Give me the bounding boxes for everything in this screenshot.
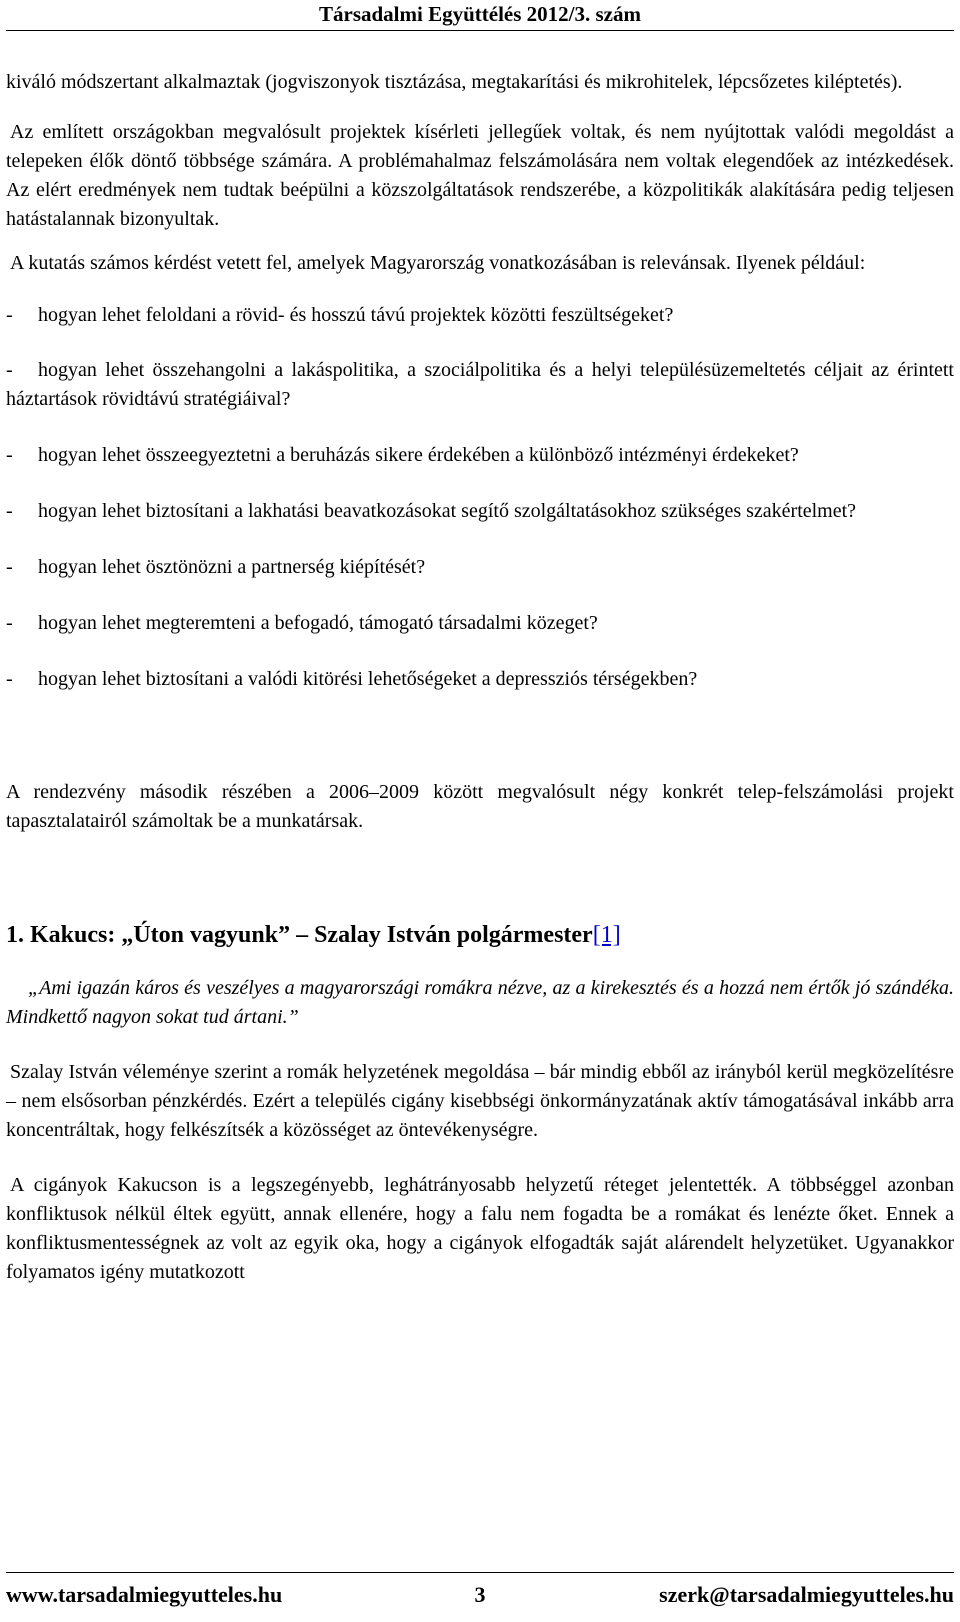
header-rule — [6, 30, 954, 31]
list-dash: - — [6, 500, 13, 522]
question-text: hogyan lehet biztosítani a valódi kitörési lehetőségeket a depressziós térségekben? — [38, 668, 698, 690]
page-number: 3 — [474, 1582, 486, 1607]
page-body — [6, 68, 954, 1287]
list-dash: - — [6, 556, 13, 578]
list-dash: - — [6, 668, 13, 690]
footer-email[interactable]: szerk@tarsadalmiegyutteles.hu — [659, 1582, 954, 1607]
heading-text: 1. Kakucs: „Úton vagyunk” – Szalay István polgármester — [6, 922, 593, 948]
question-text: hogyan lehet feloldani a rövid- és hosszú távú projektek közötti feszültségeket? — [38, 304, 674, 326]
paragraph-5: Szalay István véleménye szerint a romák helyzetének megoldása – bár mindig ebből az irányból kerül megközelítésre – nem elsősorban pénzkérdés. Ezért a település cigány kisebbségi önkormányzatának aktív támogatásával inkább arra koncentráltak, hogy felkészítsék a közösséget az öntevékenységre. — [6, 1061, 954, 1141]
list-dash: - — [6, 304, 13, 326]
footer-rule — [6, 1572, 954, 1573]
question-text: hogyan lehet összehangolni a lakáspolitika, a szociálpolitika és a helyi településüzemeltetés céljait az érintett háztartások rövidtávú stratégiáival? — [6, 359, 954, 410]
paragraph-3: A kutatás számos kérdést vetett fel, amelyek Magyarország vonatkozásában is relevánsak. Ilyenek például: — [10, 252, 866, 274]
list-dash: - — [6, 359, 13, 381]
footnote-link[interactable]: [1] — [592, 922, 621, 948]
question-6 — [6, 609, 954, 638]
question-text: hogyan lehet biztosítani a lakhatási beavatkozásokat segítő szolgáltatásokhoz szükséges szakértelmet? — [38, 500, 857, 522]
paragraph-1: kiváló módszertant alkalmaztak (jogviszonyok tisztázása, megtakarítási és mikrohitelek, lépcsőzetes kiléptetés). — [6, 71, 903, 93]
paragraph-4: A rendezvény második részében a 2006–2009 között megvalósult négy konkrét telep-felszámolási projekt tapasztalatairól számoltak be a munkatársak. — [6, 781, 954, 832]
question-2 — [6, 356, 954, 414]
question-5 — [6, 553, 954, 582]
page-footer — [6, 1578, 954, 1612]
list-dash: - — [6, 612, 13, 634]
question-4 — [6, 497, 954, 526]
question-3 — [6, 441, 954, 470]
question-text: hogyan lehet összeegyeztetni a beruházás sikere érdekében a különböző intézményi érdekeket? — [38, 444, 799, 466]
question-text: hogyan lehet ösztönözni a partnerség kiépítését? — [38, 556, 426, 578]
running-header: Társadalmi Együttélés 2012/3. szám — [319, 2, 641, 26]
footer-website[interactable]: www.tarsadalmiegyutteles.hu — [6, 1582, 283, 1607]
paragraph-2: Az említett országokban megvalósult projektek kísérleti jellegűek voltak, és nem nyújtottak valódi megoldást a telepeken élők döntő többsége számára. A problémahalmaz felszámolására nem voltak elegendőek az intézkedések. Az elért eredmények nem tudtak beépülni a közszolgáltatások rendszerébe, a közpolitikák alakítására pedig teljesen hatástalannak bizonyultak. — [6, 121, 954, 230]
question-1 — [6, 301, 954, 330]
paragraph-6: A cigányok Kakucson is a legszegényebb, leghátrányosabb helyzetű réteget jelentették. A többséggel azonban konfliktusok nélkül éltek együtt, annak ellenére, hogy a falu nem fogadta be a romákat és lenézte őket. Ennek a konfliktusmentességnek az volt az egyik oka, hogy a cigányok elfogadták saját alárendelt helyzetüket. Ugyanakkor folyamatos igény mutatkozott — [6, 1174, 954, 1283]
list-dash: - — [6, 444, 13, 466]
question-text: hogyan lehet megteremteni a befogadó, támogató társadalmi közeget? — [38, 612, 598, 634]
section-heading — [6, 920, 954, 950]
question-7 — [6, 665, 954, 694]
quote: „Ami igazán káros és veszélyes a magyarországi romákra nézve, az a kirekesztés és a hozzá nem értők jó szándéka. Mindkettő nagyon sokat tud ártani.” — [6, 977, 954, 1028]
